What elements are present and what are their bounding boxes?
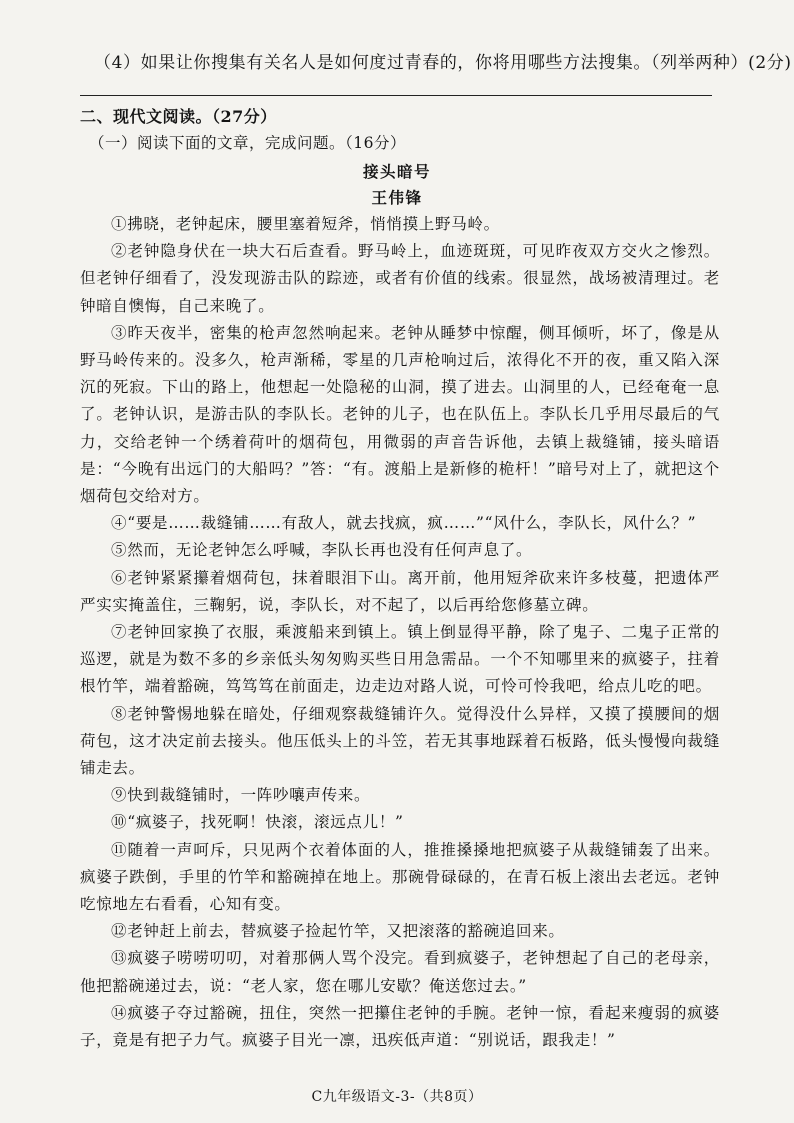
paragraph-14: ⑭疯婆子夺过豁碗，扭住，突然一把攥住老钟的手腕。老钟一惊，看起来瘦弱的疯婆子，竟是有把子力气。疯婆子目光一凛，迅疾低声道：“别说话，跟我走！” — [80, 1003, 720, 1050]
section-title: 二、现代文阅读。（27分） — [80, 107, 277, 126]
paragraph-2: ②老钟隐身伏在一块大石后查看。野马岭上，血迹斑斑，可见昨夜双方交火之惨烈。但老钟仔细看了，没发现游击队的踪迹，或者有价值的线索。很显然，战场被清理过。老钟暗自懊悔，自己来晚了。 — [80, 242, 720, 315]
paragraph-1: ①拂晓，老钟起床，腰里塞着短斧，悄悄摸上野马岭。 — [111, 215, 500, 233]
paragraph-6: ⑥老钟紧紧攥着烟荷包，抹着眼泪下山。离开前，他用短斧砍来许多枝蔓，把遗体严严实实掩盖住，三鞠躬，说，李队长，对不起了，以后再给您修墓立碑。 — [80, 568, 720, 614]
paragraph-13: ⑬疯婆子唠唠叨叨，对着那俩人骂个没完。看到疯婆子，老钟想起了自己的老母亲，他把豁碗递过去，说：“老人家，您在哪儿安歇？俺送您过去。” — [80, 949, 720, 995]
paragraph-12: ⑫老钟赶上前去，替疯婆子捡起竹竿，又把滚落的豁碗追回来。 — [111, 922, 565, 941]
paragraph-11: ⑪随着一声呵斥，只见两个衣着体面的人，推推搡搡地把疯婆子从裁缝铺轰了出来。疯婆子跌倒，手里的竹竿和豁碗掉在地上。那碗骨碌碌的，在青石板上滚出去老远。老钟吃惊地左右看看，心知有变。 — [80, 840, 720, 914]
divider-line — [80, 95, 712, 96]
paragraph-3: ③昨天夜半，密集的枪声忽然响起来。老钟从睡梦中惊醒，侧耳倾听，坏了，像是从野马岭传来的。没多久，枪声渐稀，零星的几声枪响过后，浓得化不开的夜，重又陷入深沉的死寂。下山的路上，他想起一处隐秘的山洞，摸了进去。山洞里的人，已经奄奄一息了。老钟认识，是游击队的李队长。老钟的儿子，也在队伍上。李队长几乎用尽最后的气力，交给老钟一个绣着荷叶的烟荷包，用微弱的声音告诉他，去镇上裁缝铺，接头暗语是：“今晚有出远门的大船吗？”答：“有。渡船上是新修的桅杆！”暗号对上了，就把这个烟荷包交给对方。 — [80, 323, 720, 506]
article-title: 接头暗号 — [362, 162, 431, 181]
page-footer: C九年级语文-3-（共8页） — [311, 1089, 483, 1105]
paragraph-8: ⑧老钟警惕地躲在暗处，仔细观察裁缝铺许久。觉得没什么异样，又摸了摸腰间的烟荷包，这才决定前去接头。他压低头上的斗笠，若无其事地踩着石板路，低头慢慢向裁缝铺走去。 — [80, 704, 720, 778]
question-4: （4）如果让你搜集有关名人是如何度过青春的，你将用哪些方法搜集。（列举两种）(2分) — [94, 53, 792, 73]
paragraph-10: ⑩“疯婆子，找死啊！快滚，滚远点儿！” — [111, 813, 404, 832]
paragraph-5: ⑤然而，无论老钟怎么呼喊，李队长再也没有任何声息了。 — [111, 541, 533, 560]
subsection-title: （一）阅读下面的文章，完成问题。（16分） — [89, 134, 406, 152]
paragraph-7: ⑦老钟回家换了衣服，乘渡船来到镇上。镇上倒显得平静，除了鬼子、二鬼子正常的巡逻，就是为数不多的乡亲低头匆匆购买些日用急需品。一个不知哪里来的疯婆子，拄着根竹竿，端着豁碗，笃笃笃在前面走，边走边对路人说，可怜可怜我吧，给点儿吃的吧。 — [80, 623, 720, 696]
paragraph-4: ④“要是……裁缝铺……有敌人，就去找疯，疯……”“风什么，李队长，风什么？” — [111, 514, 697, 533]
article-author: 王伟锋 — [371, 188, 423, 207]
paragraph-9: ⑨快到裁缝铺时，一阵吵嚷声传来。 — [111, 786, 371, 805]
article-body — [80, 211, 720, 1054]
